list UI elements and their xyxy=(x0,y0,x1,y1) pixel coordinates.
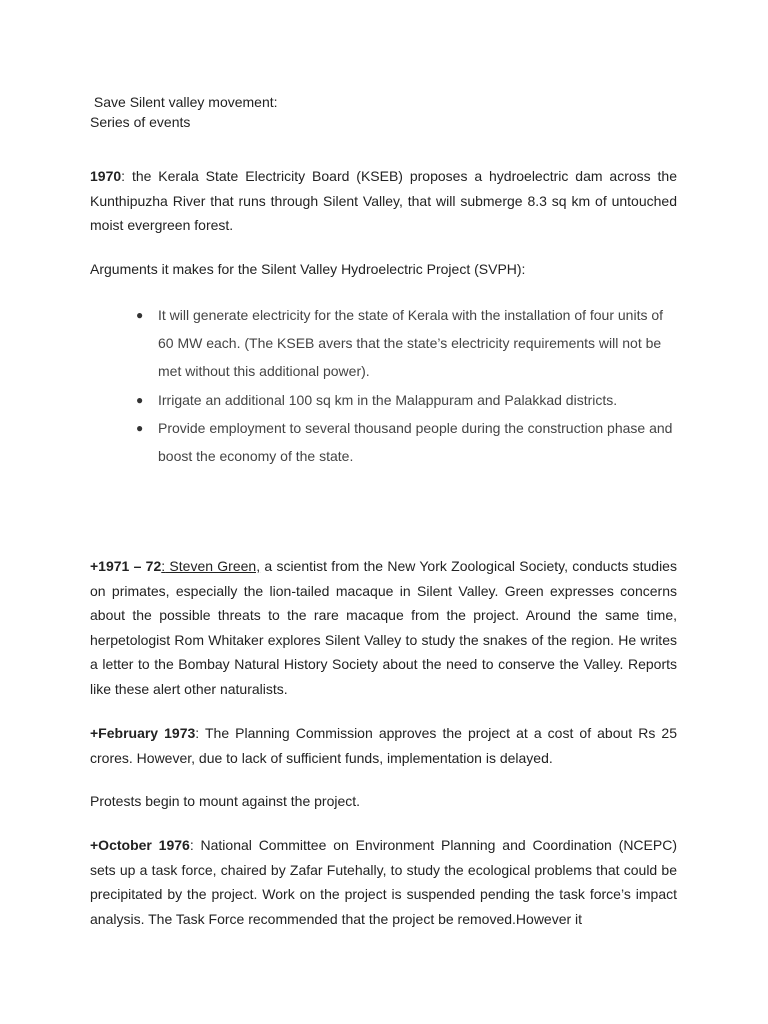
bullet-icon: ● xyxy=(136,420,144,435)
bullet-icon: ● xyxy=(136,308,144,322)
bullet-icon: ● xyxy=(136,392,144,407)
name-steven-green: Steven Green, xyxy=(165,558,261,574)
date-1971-72: +1971 – 72 xyxy=(90,558,162,574)
document-title xyxy=(90,92,278,132)
text-1971-72: a scientist from the New York Zoological Society, conducts studies on primates, especially the lion-tailed macaque in Silent Valley. Green expresses concerns about the possible threats to the rare macaque from the project. Around the same time, herpetologist Rom Whitaker explores Silent Valley to study the snakes of the region. He writes a letter to the Bombay Natural History Society about the need to conserve the Valley. Reports like these alert other naturalists. xyxy=(90,558,677,697)
paragraph-1970 xyxy=(90,164,677,238)
paragraph-1971-72 xyxy=(90,554,677,701)
arguments-list xyxy=(90,301,677,470)
colon: : xyxy=(161,558,166,574)
list-item-text: It will generate electricity for the state of Kerala with the installation of four units of 60 MW each. (The KSEB avers that the state’s electricity requirements will not be met without this additional power). xyxy=(158,307,664,380)
text-feb-1973: : The Planning Commission approves the project at a cost of about Rs 25 crores. However, due to lack of sufficient funds, implementation is delayed. xyxy=(90,725,677,766)
date-oct-1976: +October 1976 xyxy=(90,837,190,853)
paragraph-oct-1976 xyxy=(90,833,677,931)
list-item xyxy=(90,414,677,470)
paragraph-feb-1973 xyxy=(90,721,677,770)
date-feb-1973: +February 1973 xyxy=(90,725,196,741)
list-item-text: Irrigate an additional 100 sq km in the Malappuram and Palakkad districts. xyxy=(158,391,618,408)
date-1970: 1970 xyxy=(90,168,122,184)
title-line-1: Save Silent valley movement: xyxy=(90,94,278,110)
text-oct-1976: : National Committee on Environment Planning and Coordination (NCEPC) sets up a task force, chaired by Zafar Futehally, to study the ecological problems that could be precipitated by the project. Work on the project is suspended pending the task force’s impact analysis. The Task Force recommended that the project be removed.However it xyxy=(90,837,677,927)
protests-text: Protests begin to mount against the project. xyxy=(90,793,361,809)
text-1970: : the Kerala State Electricity Board (KSEB) proposes a hydroelectric dam across the Kunthipuzha River that runs through Silent Valley, that will submerge 8.3 sq km of untouched moist evergreen forest. xyxy=(90,168,677,233)
title-line-2: Series of events xyxy=(90,114,191,130)
list-item xyxy=(90,386,677,414)
arguments-intro: Arguments it makes for the Silent Valley Hydroelectric Project (SVPH): xyxy=(90,261,526,277)
list-item xyxy=(90,301,677,386)
list-item-text: Provide employment to several thousand people during the construction phase and boost the economy of the state. xyxy=(158,419,673,465)
